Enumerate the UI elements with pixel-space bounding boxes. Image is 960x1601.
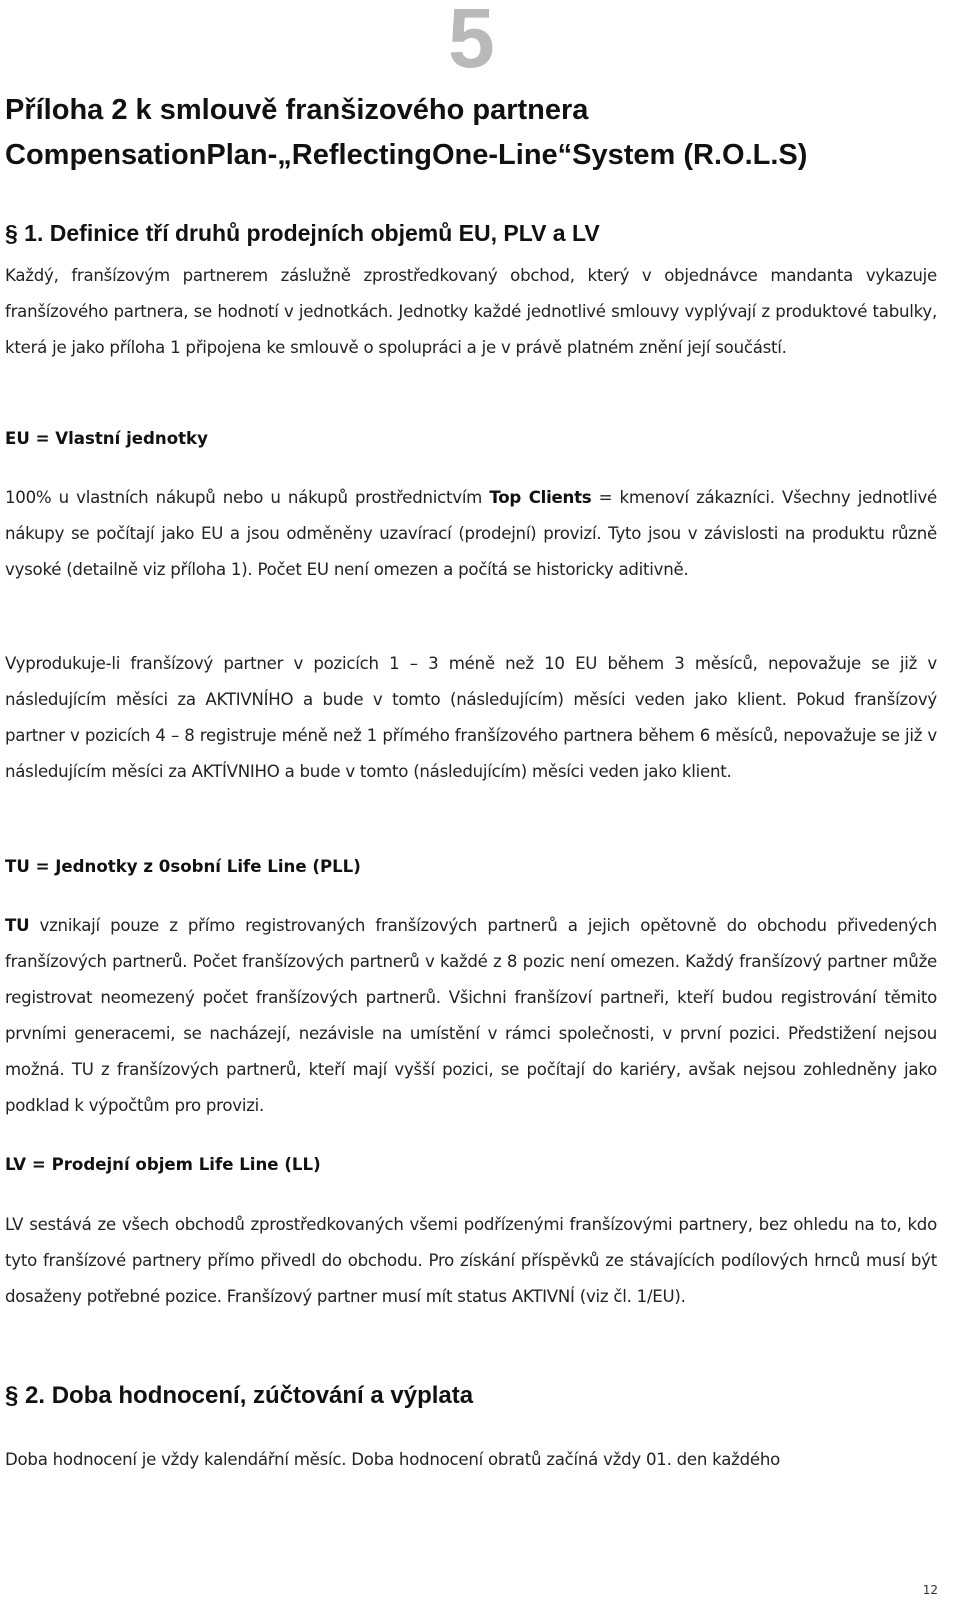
intro-paragraph: Každý, franšízovým partnerem záslužně zprostředkovaný obchod, který v objednávce mandanta vykazuje franšízového partnera, se hodnotí v jednotkách. Jednotky každé jednotlivé smlouvy vyplývají z produktové tabulky, která je jako příloha 1 připojena ke smlouvě o spolupráci a je v právě platném znění její součástí.	[5, 266, 937, 357]
title-line-1: Příloha 2 k smlouvě franšizového partnera	[5, 94, 589, 126]
eu-paragraph-1-start: 100% u vlastních nákupů nebo u nákupů prostřednictvím	[5, 488, 490, 507]
footer-page-number: 12	[922, 1583, 938, 1597]
section-2-heading: § 2. Doba hodnocení, zúčtování a výplata	[5, 1382, 474, 1409]
lv-paragraph: LV sestává ze všech obchodů zprostředkovaných všemi podřízenými franšízovými partnery, bez ohledu na to, kdo tyto franšízové partnery přímo přivedl do obchodu. Pro získání příspěvků ze stávajících podílových hrnců musí být dosaženy potřebné pozice. Franšízový partner musí mít status AKTIVNÍ (viz čl. 1/EU).	[5, 1215, 937, 1306]
tu-term: TU	[5, 916, 30, 935]
tu-paragraph	[5, 908, 937, 1124]
page-number-large: 5	[448, 0, 495, 85]
eu-paragraph-1-end: = kmenoví zákazníci. Všechny jednotlivé nákupy se počítají jako EU a jsou odměněny uzavírací (prodejní) provizí. Tyto jsou v závislosti na produktu různě vysoké (detailně viz příloha 1). Počet EU není omezen a počítá se historicky aditivně.	[5, 488, 937, 579]
section-1-heading: § 1. Definice tří druhů prodejních objemů EU, PLV a LV	[5, 220, 600, 246]
tu-paragraph-text: vznikají pouze z přímo registrovaných franšízových partnerů a jejich opětovně do obchodu přivedených franšízových partnerů. Počet franšízových partnerů v každé z 8 pozic není omezen. Každý franšízový partner může registrovat neomezený počet franšízových partnerů. Všichni franšízoví partneři, kteří budou registrování těmito prvními generacemi, se nacházejí, nezávisle na umístění v rámci společnosti, v první pozici. Předstižení nejsou možná. TU z franšízových partnerů, kteří mají vyšší pozici, se počítají do kariéry, avšak nejsou zohledněny jako podklad k výpočtům pro provizi.	[5, 916, 937, 1115]
title-line-2: CompensationPlan-„ReflectingOne-Line“System (R.O.L.S)	[5, 139, 808, 171]
tu-heading: TU = Jednotky z 0sobní Life Line (PLL)	[5, 857, 361, 876]
document-title	[5, 88, 945, 178]
eu-paragraph-2: Vyprodukuje-li franšízový partner v pozicích 1 – 3 méně než 10 EU během 3 měsíců, nepovažuje se již v následujícím měsíci za AKTIVNÍHO a bude v tomto (následujícím) měsíci veden jako klient. Pokud franšízový partner v pozicích 4 – 8 registruje méně než 1 přímého franšízového partnera během 6 měsíců, nepovažuje se již v následujícím měsíci za AKTÍVNIHO a bude v tomto (následujícím) měsíci veden jako klient.	[5, 654, 937, 781]
top-clients-term: Top Clients	[489, 488, 592, 507]
eu-paragraph-1	[5, 480, 937, 588]
lv-heading: LV = Prodejní objem Life Line (LL)	[5, 1155, 321, 1174]
eu-heading: EU = Vlastní jednotky	[5, 429, 208, 448]
section-2-paragraph: Doba hodnocení je vždy kalendářní měsíc. Doba hodnocení obratů začíná vždy 01. den každého	[5, 1450, 781, 1469]
